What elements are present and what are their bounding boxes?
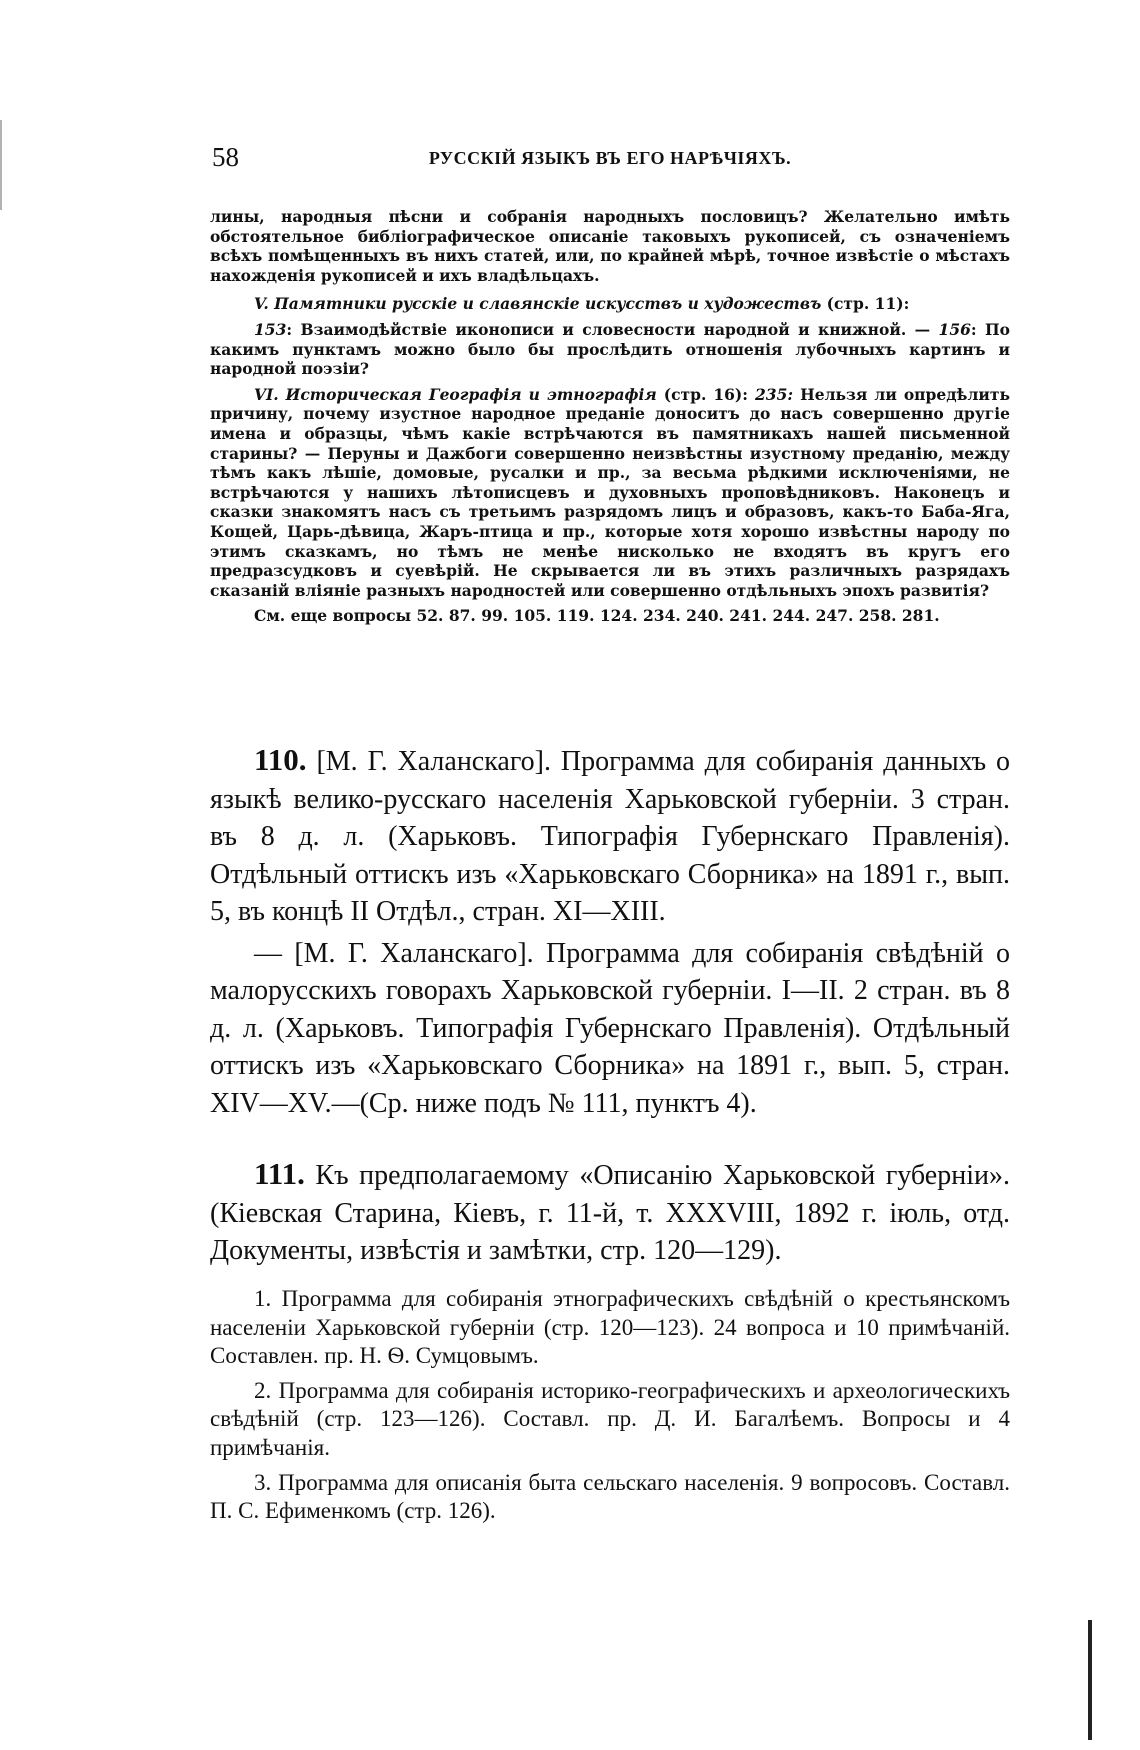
questions-block [210,207,1010,626]
question-153-text: : Взаимодѣйствіе иконописи и словесности народной и книжной. — [286,319,939,339]
entry-110-number: 110. [254,742,307,777]
entry-110-paragraph [210,741,1010,931]
question-235-text: Нельзя ли опредѣлить причину, почему изустное народное преданіе доноситъ до насъ совершенно другіе имена и образцы, чѣмъ какіе встрѣчаются въ памятникахъ нашей письменной старины? — Перуны и Дажбоги совершенно неизвѣстны изустному преданію, между тѣмъ какъ лѣшіе, домовые, русалки и пр., за весьма рѣдкими исключеніями, не встрѣчаются у нашихъ лѣтописцевъ и духовныхъ проповѣдниковъ. Наконецъ и сказки знакомятъ насъ съ третьимъ разрядомъ лицъ и образовъ, какъ-то Баба-Яга, Кощей, Царь-дѣвица, Жаръ-птица и пр., которые хотя хорошо извѣстны народу по этимъ сказкамъ, но тѣмъ не менѣе нисколько не входятъ въ кругъ его предразсудковъ и суевѣрій. Не скрывается ли въ этихъ различныхъ разрядахъ сказаній вліяніе разныхъ народностей или совершенно отдѣльныхъ эпохъ развитія? [210,384,1010,600]
list-item: 3. Программа для описанія быта сельскаго населенія. 9 вопросовъ. Составл. П. С. Ефименкомъ (стр. 126). [210,1469,1010,1524]
scan-edge-mark [1088,1620,1092,1740]
question-153-number: 153 [254,319,287,339]
scan-edge-mark [0,120,2,210]
section-v-ref: (стр. 11): [821,294,910,314]
intro-paragraph: лины, народныя пѣсни и собранія народныхъ пословицъ? Желательно имѣть обстоятельное библіографическое описаніе таковыхъ рукописей, съ означеніемъ всѣхъ помѣщенныхъ въ нихъ статей, или, по крайней мѣрѣ, точное извѣстіе о мѣстахъ нахожденія рукописей и ихъ владѣльцахъ. [210,207,1010,285]
question-156-number: 156 [938,319,971,339]
list-item: 2. Программа для собиранія историко-географическихъ и археологическихъ свѣдѣній (стр. 123—126). Составл. пр. Д. И. Багалѣемъ. Вопросы и 4 примѣчанія. [210,1377,1010,1460]
see-also-line: См. еще вопросы 52. 87. 99. 105. 119. 124. 234. 240. 241. 244. 247. 258. 281. [254,606,940,626]
page-header [210,142,1010,182]
section-vi-ref: (стр. 16): [656,384,755,404]
entry-111-number: 111. [254,1156,305,1191]
entry-110 [210,741,1010,1122]
question-156-text: : По какимъ пунктамъ можно было бы прослѣдить отношенія лубочныхъ картинъ и народной поэзіи? [210,319,1010,379]
entry-111-text: Къ предполагаемому «Описанію Харьковской губерніи». (Кіевская Старина, Кіевъ, г. 11-й, т. XXXVIII, 1892 г. іюль, отд. Документы, извѣстія и замѣтки, стр. 120—129). [210,1160,1010,1266]
section-vi-title: VI. Историческая Географія и этнографія [254,384,657,404]
section-v-heading [210,294,1010,314]
entry-110-second: — [М. Г. Халанскаго]. Программа для собиранія свѣдѣній о малорусскихъ говорахъ Харьковской губерніи. I—II. 2 стран. въ 8 д. л. (Харьковъ. Типографія Губернскаго Правленія). Отдѣльный оттискъ изъ «Харьковскаго Сборника» на 1891 г., вып. 5, стран. XIV—XV.—(Ср. ниже подъ № 111, пунктъ 4). [210,937,1010,1119]
question-235-number: 235: [755,384,794,404]
list-item: 1. Программа для собиранія этнографическихъ свѣдѣній о крестьянскомъ населеніи Харьковской губерніи (стр. 120—123). 24 вопроса и 10 примѣчаній. Составлен. пр. Н. Ѳ. Сумцовымъ. [210,1286,1010,1369]
section-v-questions [210,320,1010,379]
section-vi-paragraph [210,385,1010,601]
entry-110-text: [М. Г. Халанскаго]. Программа для собиранія данныхъ о языкѣ велико-русскаго населенія Харьковской губерніи. 3 стран. въ 8 д. л. (Харьковъ. Типографія Губернскаго Правленія). Отдѣльный оттискъ изъ «Харьковскаго Сборника» на 1891 г., вып. 5, въ концѣ II Отдѣл., стран. XI—XIII. [210,746,1010,927]
section-v-title: V. Памятники русскіе и славянскіе искусствъ и художествъ [254,294,822,314]
entry-111 [210,1155,1010,1270]
entry-111-paragraph [210,1155,1010,1270]
page-number: 58 [212,142,239,172]
running-title: РУССКІЙ ЯЗЫКЪ ВЪ ЕГО НАРѢЧІЯХЪ. [428,148,792,168]
entry-111-list [210,1285,1010,1526]
